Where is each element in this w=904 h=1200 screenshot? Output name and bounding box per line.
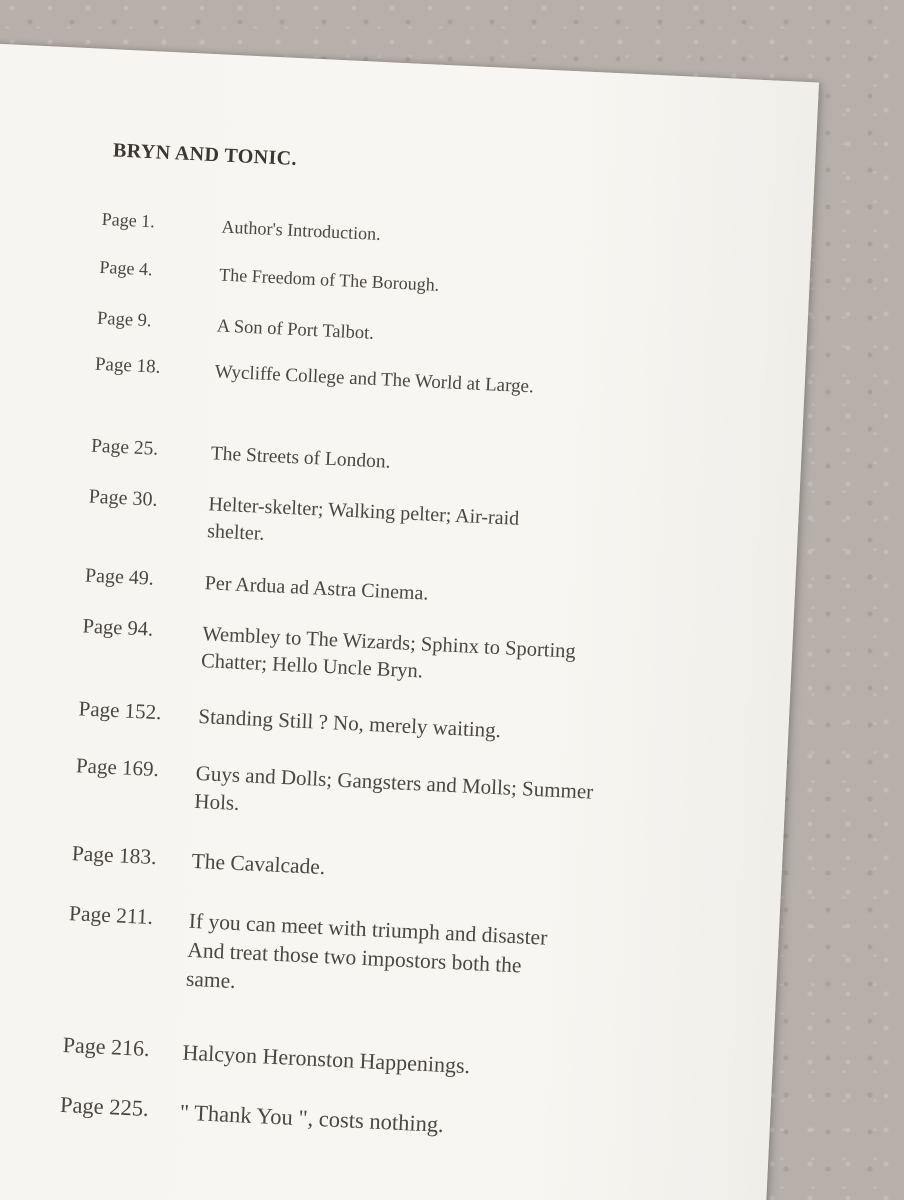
toc-page-number: Page 18. <box>94 353 161 378</box>
toc-entry <box>0 429 561 473</box>
toc-chapter-title: Halcyon Heronston Happenings. <box>182 1039 471 1079</box>
toc-page-number: Page 211. <box>68 901 154 930</box>
toc-entry <box>0 557 555 605</box>
toc-entry <box>0 302 567 344</box>
toc-chapter-title: Wycliffe College and The World at Large. <box>214 361 535 398</box>
toc-entry <box>0 1085 530 1137</box>
toc-page-number: Page 169. <box>75 753 160 782</box>
toc-page-number: Page 216. <box>62 1031 151 1062</box>
toc-entry <box>0 250 570 295</box>
toc-page-number: Page 94. <box>82 615 154 641</box>
toc-page-number: Page 25. <box>90 435 159 460</box>
toc-entry <box>0 689 549 743</box>
toc-page-number: Page 183. <box>71 841 158 870</box>
toc-page-number: Page 49. <box>84 564 155 590</box>
toc-chapter-title: If you can meet with triumph and disaster And treat those two impostors both the same. <box>185 908 548 993</box>
toc-chapter-title: The Cavalcade. <box>191 848 326 880</box>
toc-chapter-title: Helter-skelter; Walking pelter; Air-raid shelter. <box>206 493 520 545</box>
toc-chapter-title: Standing Still ? No, merely waiting. <box>197 703 502 743</box>
toc-page-number: Page 225. <box>59 1091 150 1122</box>
toc-entry <box>0 202 572 245</box>
toc-chapter-title: " Thank You ", costs nothing. <box>179 1099 445 1137</box>
toc-chapter-title: The Streets of London. <box>210 443 391 473</box>
toc-page-number: Page 9. <box>96 308 152 332</box>
toc-entry <box>0 894 548 993</box>
toc-chapter-title: Guys and Dolls; Gangsters and Molls; Summer Hols. <box>193 760 594 816</box>
toc-chapter-title: Per Ardua ad Astra Cinema. <box>204 572 429 605</box>
toc-page-number: Page 30. <box>88 485 159 511</box>
book-title: BRYN AND TONIC. <box>112 139 298 170</box>
toc-page-number: Page 1. <box>101 208 156 232</box>
toc-entry <box>0 746 594 816</box>
toc-entry <box>0 834 542 880</box>
book-page <box>0 42 819 1200</box>
toc-page-number: Page 152. <box>78 696 163 725</box>
toc-chapter-title: The Freedom of The Borough. <box>218 264 440 295</box>
toc-chapter-title: A Son of Port Talbot. <box>216 316 375 344</box>
toc-entry <box>0 479 559 545</box>
toc-page-number: Page 4. <box>99 256 153 280</box>
toc-chapter-title: Author's Introduction. <box>221 216 382 245</box>
toc-chapter-title: Wembley to The Wizards; Sphinx to Sporting Chatter; Hello Uncle Bryn. <box>200 623 577 683</box>
toc-entry <box>0 608 577 683</box>
toc-entry <box>0 1025 533 1079</box>
